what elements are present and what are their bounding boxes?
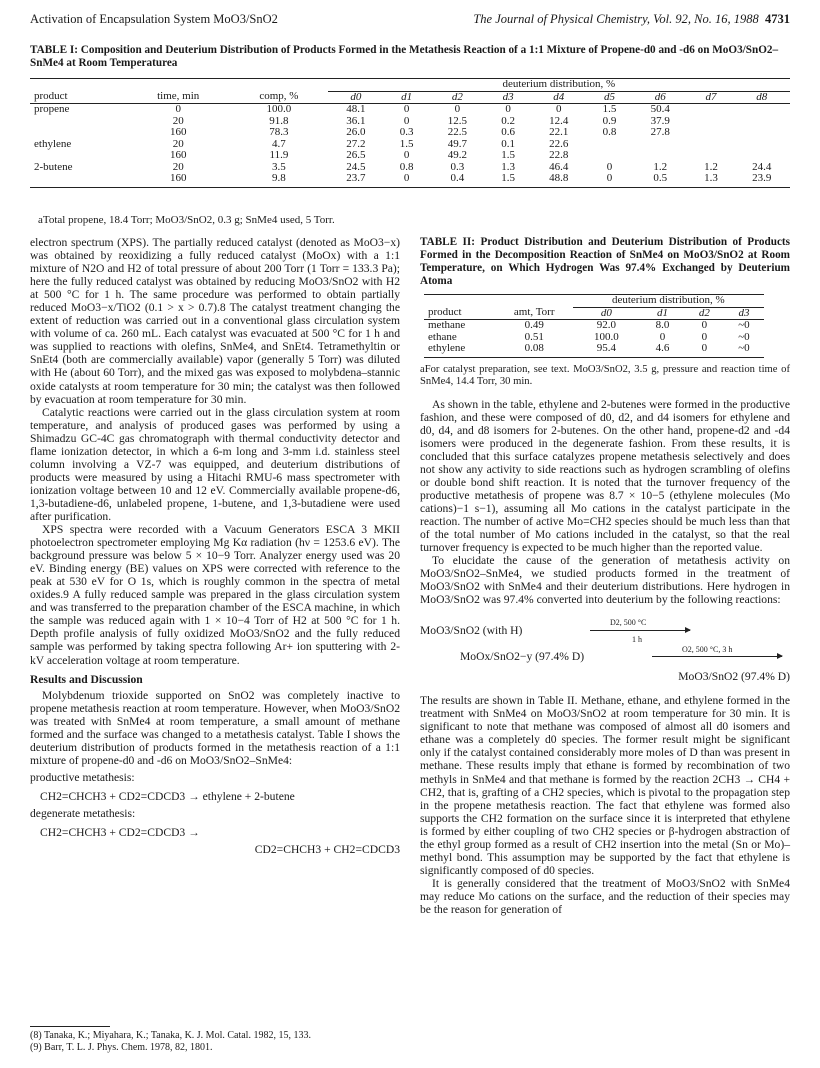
table-cell: 20 <box>172 137 184 150</box>
table-cell: 2-butene <box>34 160 73 173</box>
table-cell: propene <box>34 103 70 115</box>
table-cell: 0.08 <box>496 343 573 357</box>
table-cell: 1.2 <box>704 160 718 173</box>
table-cell: 160 <box>126 173 230 187</box>
arrow-condition: D2, 500 °C <box>610 618 647 628</box>
table1 <box>30 78 790 188</box>
table-cell: 0.3 <box>399 126 414 138</box>
table-row <box>30 150 790 162</box>
table2-column-header: d0 <box>573 307 640 320</box>
running-header <box>30 12 790 32</box>
table1-footnote: aTotal propene, 18.4 Torr; MoO3/SnO2, 0.3 g; SnMe4 used, 5 Torr. <box>38 214 335 226</box>
table-cell: 20 <box>172 114 184 127</box>
table-cell: 4.6 <box>640 343 685 357</box>
table-row <box>30 173 790 187</box>
table-cell: 1.5 <box>501 149 515 161</box>
table-cell: 0.9 <box>602 114 617 127</box>
table-cell <box>734 104 791 116</box>
table-cell <box>734 116 791 128</box>
table2-column-header: amt, Torr <box>496 307 573 320</box>
table-cell: 1.5 <box>486 173 531 187</box>
table-row <box>424 320 764 332</box>
table-cell: 0.49 <box>524 319 544 331</box>
table-row <box>30 104 790 116</box>
table-cell: 0.3 <box>450 160 465 173</box>
table-cell: 100.0 <box>266 103 292 115</box>
page-number: 4731 <box>765 12 790 26</box>
table1-column-header: time, min <box>126 91 230 104</box>
table-cell: ethylene <box>424 343 496 357</box>
arrow-time: 1 h <box>632 635 642 645</box>
section-heading: Results and Discussion <box>30 672 143 686</box>
table1-column-header: d2 <box>429 91 485 104</box>
table-row <box>30 139 790 151</box>
table1-column-header: d5 <box>587 91 632 104</box>
table-cell: ~0 <box>738 319 750 331</box>
table-cell: 12.5 <box>447 114 467 127</box>
table1-column-header: d6 <box>632 91 688 104</box>
equation-degenerate-line2: CD2=CHCH3 + CH2=CDCD3 <box>254 843 400 857</box>
table-cell: 0 <box>454 103 461 115</box>
table-cell: 100.0 <box>594 330 619 343</box>
table1-column-header: product <box>30 91 126 104</box>
table2-group-row <box>424 295 764 307</box>
table-cell: 48.1 <box>346 103 366 115</box>
table-cell: 91.8 <box>269 114 289 127</box>
table-row <box>30 162 790 174</box>
table-cell: 23.9 <box>734 173 791 187</box>
table-cell: 0.51 <box>524 330 544 343</box>
table-cell: 11.9 <box>269 149 289 161</box>
equation-label: productive metathesis: <box>30 770 135 784</box>
table-cell: 0.6 <box>501 126 515 138</box>
table-cell: 3.5 <box>272 160 286 173</box>
table-cell: 0.1 <box>501 137 515 150</box>
paragraph: As shown in the table, ethylene and 2-butenes were formed in the productive fashion, and these were composed of d0, d2, and d4 isomers for ethylene and d0, d4, and d8 isomers for 2-butenes. On the other hand, propene-d2 and -d4 isomers were produced in the degenerate fashion. From these results, it is concluded that this surface catalyzes propene metathesis selectively and does not show any activity to side reactions such as hydrogen scrambling of olefins or double bond shift reaction. It is noted that the turnover frequency of the productive metathesis of propene was 8.7 × 10−5 (ethylene molecules (Mo cations)−1 s−1), assuming all Mo cations in the catalyst participate in the reaction. The number of active Mo=CH2 species should be much less than that of the total number of Mo cations included in the catalyst, so that the real turnover frequency is expected to be much higher than the reported value. <box>420 397 790 555</box>
table2-header-row <box>424 307 764 320</box>
table2 <box>424 294 764 358</box>
table-cell: 0 <box>659 330 666 343</box>
table-cell <box>688 139 733 151</box>
arrow-condition: O2, 500 °C, 3 h <box>682 645 733 655</box>
table-cell <box>30 150 126 162</box>
table-cell: ~0 <box>738 330 750 343</box>
table-cell: 0 <box>556 103 562 115</box>
table-cell: 0 <box>685 343 724 357</box>
table-cell: 27.2 <box>346 137 366 150</box>
table-cell: 0 <box>701 330 708 343</box>
journal-citation <box>473 12 790 27</box>
equation-productive: CH2=CHCH3 + CD2=CDCD3 → ethylene + 2-butene <box>40 789 295 803</box>
reference-rule <box>30 1026 110 1027</box>
table-cell <box>632 150 688 162</box>
table-cell: 37.9 <box>650 114 670 127</box>
table-cell: 0 <box>403 149 410 161</box>
paragraph: It is generally considered that the treatment of MoO3/SnO2 with SnMe4 may reduce Mo cations on the surface, and the reduction of their species may be the reason for generation of <box>420 876 790 916</box>
table-cell <box>587 139 632 151</box>
reference-9: (9) Barr, T. L. J. Phys. Chem. 1978, 82, 1801. <box>30 1042 213 1053</box>
table-cell: 9.8 <box>230 173 328 187</box>
table-cell: 22.6 <box>549 137 569 150</box>
table-cell: 0 <box>606 160 613 173</box>
table-cell: 1.3 <box>688 173 733 187</box>
table-cell: 160 <box>169 126 187 138</box>
table-cell: 1.5 <box>602 103 617 115</box>
table1-column-header: comp, % <box>230 91 328 104</box>
table1-column-header: d8 <box>734 91 791 104</box>
table-cell: ethylene <box>34 137 72 150</box>
table-cell: 0.2 <box>501 114 515 127</box>
table-cell: 0 <box>587 173 632 187</box>
table2-body <box>424 320 764 358</box>
table-cell: 20 <box>172 160 184 173</box>
right-column <box>420 232 790 916</box>
table-row <box>30 127 790 139</box>
reaction-arrow <box>590 630 690 631</box>
table-cell: 50.4 <box>650 103 670 115</box>
references <box>30 1030 400 1054</box>
product: MoO3/SnO2 (97.4% D) <box>678 670 790 684</box>
reaction-arrow <box>652 656 782 657</box>
table2-column-header: d1 <box>640 307 685 320</box>
table-cell: 49.7 <box>447 137 467 150</box>
journal-name: The Journal of Physical Chemistry, Vol. 92, No. 16, 1988 <box>473 12 759 26</box>
table-cell: 0.5 <box>632 173 688 187</box>
intermediate: MoOx/SnO2−y (97.4% D) <box>460 650 585 664</box>
table1-header-row <box>30 91 790 104</box>
paragraph: electron spectrum (XPS). The partially reduced catalyst (denoted as MoO3−x) was obtained by reoxidizing a fully reduced catalyst (MoOx) with a 1:1 mixture of N2O and H2 of total pressure of about 200 Torr (1 Torr = 133.3 Pa); here the fully reduced catalyst was obtained by reducing MoO3/SnO2 with H2 at 500 °C for 1 h. The same procedure was performed to obtain partially reduced MoO3−x/TiO2 (0.1 > x > 0.7).8 The catalyst treatment changing the extent of reduction was carried out in a conventional glass circulation system with volume of ca. 260 mL. Each catalyst was evacuated at 500 °C for 1 h and was supplied to reactions with olefins, SnMe4, and SnEt4. Tetramethyltin or SnEt4 (both are commercially available) vapor (generally 5 Torr) was diluted with He (about 60 Torr), and the mixed gas was exposed to molybdena–stannic oxide catalysts at room temperature for 30 min; the catalyst was then followed by evacuation at room temperature for 30 min. <box>30 236 400 406</box>
table-cell <box>688 116 733 128</box>
table-cell <box>587 150 632 162</box>
paragraph: XPS spectra were recorded with a Vacuum Generators ESCA 3 MKII photoelectron spectrometer employing Mg Kα radiation (hν = 1253.6 eV). The background pressure was below 5 × 10−9 Torr. Analyzer energy used was 20 eV. Binding energy (BE) values on XPS were corrected with reference to the peak at 530 eV for O 1s, which is roughly common in the spectra of metal oxides.9 A fully reduced sample was prepared in the glass circulation system and was transferred to the preparation chamber of the ESCA machine, in which the sample was reduced again with 1 × 10−4 Torr of H2 at 500 °C for 1 h. Depth profile analysis of fully oxidized MoO3/SnO2 and the fully reduced sample was performed by taking spectra following Ar+ ion sputtering with 2-kV acceleration voltage at room temperature. <box>30 523 400 667</box>
table1-column-header: d7 <box>688 91 733 104</box>
table-cell: 8.0 <box>655 319 670 331</box>
table-cell: 24.5 <box>346 160 366 173</box>
table-cell: 0 <box>701 319 708 331</box>
table-cell <box>632 139 688 151</box>
table-cell: 48.8 <box>531 173 587 187</box>
table-cell: 1.5 <box>399 137 414 150</box>
table2-column-header: d2 <box>685 307 724 320</box>
paragraph: To elucidate the cause of the generation of metathesis activity on MoO3/SnO2–SnMe4, we studied products formed in the treatment of MoO3/SnO2 with SnMe4 and their deuterium distributions. Here hydrogen in MoO3/SnO2 was 97.4% converted into deuterium by the following reactions: <box>420 554 790 607</box>
table1-column-header: d0 <box>328 91 384 104</box>
table-cell: 26.5 <box>346 149 366 161</box>
table-cell <box>30 116 126 128</box>
reaction-scheme <box>420 610 790 688</box>
table-row <box>424 332 764 344</box>
table1-column-header: d3 <box>486 91 531 104</box>
table-cell: ~0 <box>724 343 764 357</box>
table-cell: 22.5 <box>447 126 467 138</box>
table2-column-header: product <box>424 307 496 320</box>
table2-group-header: deuterium distribution, % <box>573 295 764 307</box>
table-cell <box>688 127 733 139</box>
table-cell: 92.0 <box>596 319 616 331</box>
table-cell: 49.2 <box>447 149 467 161</box>
table-cell <box>688 150 733 162</box>
table-cell: 95.4 <box>573 343 640 357</box>
left-column <box>30 236 400 860</box>
table-cell: 1.3 <box>501 160 515 173</box>
table-cell: 1.2 <box>653 160 668 173</box>
paragraph: Molybdenum trioxide supported on SnO2 was completely inactive to propene metathesis reaction at room temperature. However, when MoO3/SnO2 was treated with SnMe4 at room temperature, a small amount of methane formed and the surface was changed to a metathesis catalyst. Table I shows the deuterium distribution of products formed in the metathesis reaction of a 1:1 mixture of propene-d0 and -d6 on MoO3/SnO2–SnMe4: <box>30 688 400 767</box>
table-cell: 4.7 <box>272 137 286 150</box>
table-cell: 0 <box>175 103 181 115</box>
table-cell: 12.4 <box>549 114 569 127</box>
table-cell: 160 <box>169 149 187 161</box>
table-cell: ethane <box>428 330 457 343</box>
table-cell <box>734 150 791 162</box>
table1-group-row <box>30 79 790 91</box>
table2-footnote: aFor catalyst preparation, see text. MoO3/SnO2, 3.5 g, pressure and reaction time of SnMe4, 14.4 Torr, 30 min. <box>420 363 790 387</box>
table-row <box>424 343 764 357</box>
table-cell: 0 <box>505 103 511 115</box>
table-cell: 26.0 <box>346 126 366 138</box>
table1-column-header: d4 <box>531 91 587 104</box>
table-cell: 0 <box>403 103 410 115</box>
table1-caption: TABLE I: Composition and Deuterium Distribution of Products Formed in the Metathesis Reaction of a 1:1 Mixture of Propene-d0 and -d6 on MoO3/SnO2–SnMe4 at Room Temperaturea <box>30 44 779 69</box>
table2-column-header: d3 <box>724 307 764 320</box>
table-cell: 27.8 <box>650 126 670 138</box>
table1-column-header: d1 <box>384 91 429 104</box>
table-cell: 22.1 <box>549 126 569 138</box>
table-cell: 0.4 <box>429 173 485 187</box>
paragraph: The results are shown in Table II. Methane, ethane, and ethylene formed in the treatment with SnMe4 on MoO3/SnO2 at room temperature for 30 min. It is significant to note that methane was composed of almost all d0 isomers and ethane was a completely d0 species. The former result might be significant only if the catalyst contained considerably more moles of D than was present in methane. These results imply that ethane is formed by recombination of two methyls in SnMe4 and that methane is formed by the reaction 2CH3 → CH4 + CH2, that is, grafting of a CH2 species, which is pivotal to the propagation step in the propene metathesis reaction. The fact that ethylene was formed also supports the CH2 formation on the surface since it is interpreted that ethylene is formed by either coupling of two CH2 species or β-hydrogen abstraction of the ethyl group formed as a result of CH2 insertion into the metal (Sn or Mo)–methyl bond. This assumption may be supported by the fact that ethylene is significantly composed of d0 species. <box>420 694 790 877</box>
table-cell <box>30 127 126 139</box>
table1-group-header: deuterium distribution, % <box>328 79 790 91</box>
table-cell <box>30 173 126 187</box>
table-cell: 0.8 <box>602 126 617 138</box>
table-cell <box>734 139 791 151</box>
running-title: Activation of Encapsulation System MoO3/SnO2 <box>30 12 278 26</box>
table1-body <box>30 104 790 188</box>
table-cell: 0 <box>384 173 429 187</box>
table-cell: 0 <box>403 114 410 127</box>
equation-degenerate-line1: CH2=CHCH3 + CD2=CDCD3 → <box>40 826 200 840</box>
equation-label: degenerate metathesis: <box>30 806 136 820</box>
table-cell <box>688 104 733 116</box>
reactant: MoO3/SnO2 (with H) <box>420 624 523 638</box>
table-cell <box>734 127 791 139</box>
table-cell: 0.8 <box>399 160 414 173</box>
table-cell: 23.7 <box>328 173 384 187</box>
reference-8: (8) Tanaka, K.; Miyahara, K.; Tanaka, K. J. Mol. Catal. 1982, 15, 133. <box>30 1030 311 1041</box>
table-cell: 24.4 <box>752 160 772 173</box>
table2-caption: TABLE II: Product Distribution and Deuterium Distribution of Products Formed in the Decomposition Reaction of SnMe4 on MoO3/SnO2 at Room Temperature, on Which Hydrogen Was 97.4% Exchanged by Deuterium Atoma <box>420 236 790 287</box>
paragraph: Catalytic reactions were carried out in the glass circulation system at room temperature, and analysis of produced gases was performed by using a Shimadzu GC-4C gas chromatograph with thermal conductivity detector and flame ionization detector, in which a 6-m long and 3-mm i.d. stainless steel column involving a VZ-7 was equipped, and deuterium distributions of products were measured by using a Hitachi RMU-6 mass spectrometer with ionization voltage between 10 and 12 eV. Commercially available propene-d6, 1,3-butadiene-d6, unlabeled propene, 1-butene, and 1,3-butadiene were used after purification. <box>30 405 400 523</box>
table-cell: 78.3 <box>269 126 289 138</box>
table-cell: 46.4 <box>549 160 569 173</box>
table-cell: methane <box>428 319 466 331</box>
table-cell: 22.8 <box>549 149 569 161</box>
table-cell: 36.1 <box>346 114 366 127</box>
